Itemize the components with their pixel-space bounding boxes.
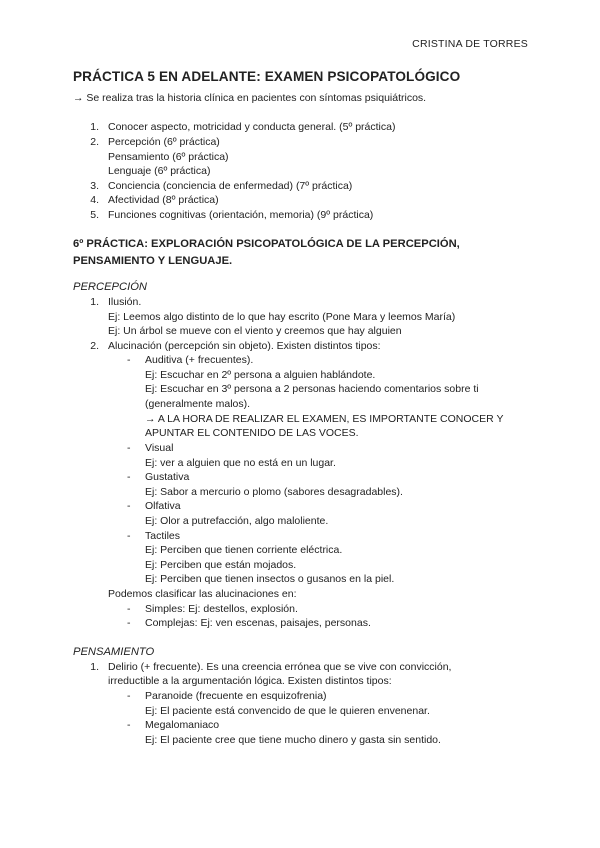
dash-bullet: - xyxy=(127,719,131,731)
type-label: Paranoide (frecuente en esquizofrenia) xyxy=(145,690,327,702)
dash-bullet: - xyxy=(127,354,131,366)
outline-item: Afectividad (8º práctica) xyxy=(108,194,219,206)
example-line: Ej: Perciben que tienen insectos o gusanos en la piel. xyxy=(145,573,395,585)
outline-num: 3. xyxy=(90,180,99,192)
ilusion-label: Ilusión. xyxy=(108,296,142,308)
example-line: (generalmente malos). xyxy=(145,398,251,410)
section-subtitle: 6º PRÁCTICA: EXPLORACIÓN PSICOPATOLÓGICA DE LA PERCEPCIÓN, PENSAMIENTO Y LENGUAJE. xyxy=(73,238,460,267)
outline-item: Pensamiento (6º práctica) xyxy=(108,151,229,163)
dash-bullet: - xyxy=(127,442,131,454)
intro-text: → Se realiza tras la historia clínica en pacientes con síntomas psiquiátricos. xyxy=(73,92,427,104)
dash-bullet: - xyxy=(127,603,131,615)
example-line: Ej: El paciente está convencido de que le quieren envenenar. xyxy=(145,705,430,717)
type-label: Olfativa xyxy=(145,500,181,512)
type-label: Gustativa xyxy=(145,471,190,483)
example-line: Ej: Perciben que están mojados. xyxy=(145,559,297,571)
outline-num: 4. xyxy=(90,194,99,206)
list-num: 1. xyxy=(90,296,99,308)
delirio-line: irreductible a la argumentación lógica. Existen distintos tipos: xyxy=(108,675,392,687)
example-line: Ej: Sabor a mercurio o plomo (sabores desagradables). xyxy=(145,486,403,498)
type-label: Visual xyxy=(145,442,174,454)
example-line: Ej: ver a alguien que no está en un lugar. xyxy=(145,457,336,469)
dash-bullet: - xyxy=(127,617,131,629)
outline-num: 5. xyxy=(90,209,99,221)
example-line: Ej: El paciente cree que tiene mucho dinero y gasta sin sentido. xyxy=(145,734,441,746)
pensamiento-heading: PENSAMIENTO xyxy=(73,646,155,658)
outline-num: 1. xyxy=(90,121,99,133)
outline-item: Funciones cognitivas (orientación, memoria) (9º práctica) xyxy=(108,209,374,221)
example-line: Ej: Escuchar en 2º persona a alguien hablándote. xyxy=(145,369,376,381)
outline-item: Lenguaje (6º práctica) xyxy=(108,165,211,177)
outline-item: Percepción (6º práctica) xyxy=(108,136,220,148)
outline-item: Conocer aspecto, motricidad y conducta general. (5º práctica) xyxy=(108,121,396,133)
list-num: 1. xyxy=(90,661,99,673)
note-line: → A LA HORA DE REALIZAR EL EXAMEN, ES IMPORTANTE CONOCER Y xyxy=(145,413,504,425)
type-label: Megalomaniaco xyxy=(145,719,220,731)
list-num: 2. xyxy=(90,340,99,352)
example-line: Ej: Escuchar en 3º persona a 2 personas haciendo comentarios sobre ti xyxy=(145,383,479,395)
type-label: Auditiva (+ frecuentes). xyxy=(145,354,254,366)
class-item: Complejas: Ej: ven escenas, paisajes, personas. xyxy=(145,617,371,629)
author-name: CRISTINA DE TORRES xyxy=(412,38,528,50)
example-line: Ej: Leemos algo distinto de lo que hay escrito (Pone Mara y leemos María) xyxy=(108,311,456,323)
outline-num: 2. xyxy=(90,136,99,148)
example-line: Ej: Perciben que tienen corriente eléctrica. xyxy=(145,544,343,556)
dash-bullet: - xyxy=(127,471,131,483)
outline-item: Conciencia (conciencia de enfermedad) (7º práctica) xyxy=(108,180,353,192)
note-line: APUNTAR EL CONTENIDO DE LAS VOCES. xyxy=(145,427,359,439)
percepcion-heading: PERCEPCIÓN xyxy=(73,281,147,293)
example-line: Ej: Un árbol se mueve con el viento y creemos que hay alguien xyxy=(108,325,402,337)
dash-bullet: - xyxy=(127,500,131,512)
class-item: Simples: Ej: destellos, explosión. xyxy=(145,603,298,615)
type-label: Tactiles xyxy=(145,530,181,542)
delirio-line: Delirio (+ frecuente). Es una creencia errónea que se vive con convicción, xyxy=(108,661,452,673)
example-line: Ej: Olor a putrefacción, algo maloliente. xyxy=(145,515,329,527)
document-title: PRÁCTICA 5 EN ADELANTE: EXAMEN PSICOPATOLÓGICO xyxy=(73,69,461,84)
dash-bullet: - xyxy=(127,530,131,542)
dash-bullet: - xyxy=(127,690,131,702)
alucinacion-label: Alucinación (percepción sin objeto). Existen distintos tipos: xyxy=(108,340,381,352)
classify-text: Podemos clasificar las alucinaciones en: xyxy=(108,588,297,600)
